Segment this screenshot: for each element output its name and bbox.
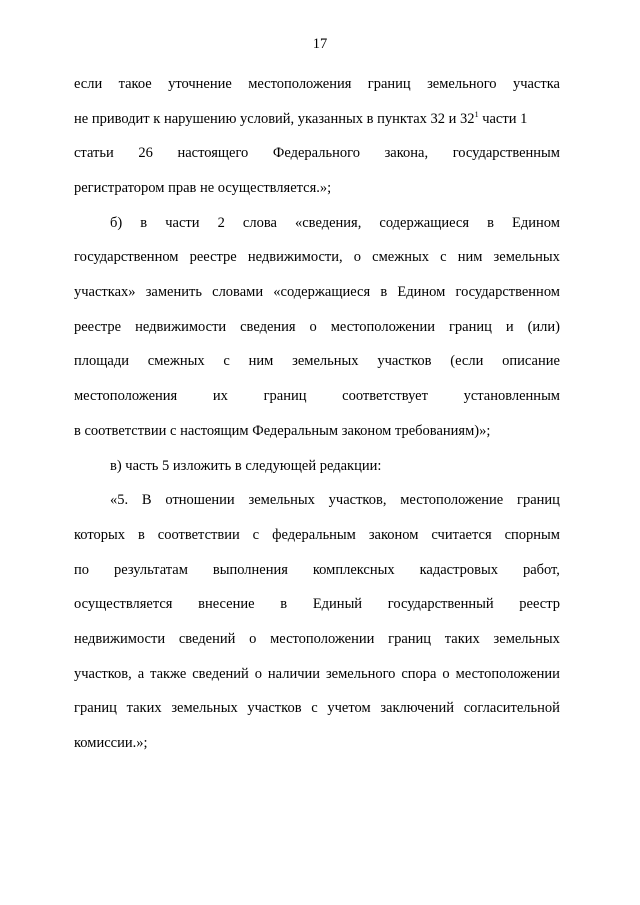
word: местоположения <box>74 388 178 404</box>
word: с <box>223 353 230 369</box>
word: по <box>74 562 90 578</box>
word: местоположении <box>270 631 375 647</box>
word: участках» <box>74 284 136 300</box>
text-line-3 <box>74 142 560 164</box>
word: участков, <box>328 492 387 508</box>
word: о <box>442 666 450 682</box>
word: комплексных <box>312 562 395 578</box>
word: которых <box>74 527 126 543</box>
word: согласительной <box>463 700 560 716</box>
word: государственном <box>74 249 179 265</box>
word: «5. <box>110 492 129 508</box>
word: реестре <box>74 319 122 335</box>
word: границ <box>448 319 492 335</box>
page-number: 17 <box>312 36 328 52</box>
word: участков, <box>74 666 132 682</box>
word: таких <box>444 631 480 647</box>
word: установленным <box>463 388 560 404</box>
word: недвижимости <box>135 319 227 335</box>
text-line-12: в) часть 5 изложить в следующей редакции: <box>110 458 382 474</box>
word: работ, <box>522 562 560 578</box>
word: о <box>309 319 317 335</box>
text-line-17 <box>74 628 560 650</box>
word: заключений <box>380 700 455 716</box>
text-line-6 <box>74 246 560 268</box>
word: закона, <box>384 145 429 161</box>
word: кадастровых <box>419 562 498 578</box>
word: реестр <box>519 596 560 612</box>
word: участков <box>377 353 432 369</box>
word: в <box>380 284 388 300</box>
word: государственным <box>452 145 560 161</box>
word: местоположении <box>330 319 436 335</box>
word: сведений <box>192 666 249 682</box>
word: земельных <box>248 492 315 508</box>
word: Федерального <box>272 145 360 161</box>
word: реестре <box>189 249 237 265</box>
word: земельного <box>325 666 396 682</box>
text-line-15 <box>74 559 560 581</box>
text-line-19 <box>74 697 560 719</box>
word: смежных <box>147 353 205 369</box>
superscript-mark: 1 <box>474 110 479 119</box>
word: о <box>254 666 262 682</box>
word: слова <box>242 215 277 231</box>
text-line-1 <box>74 73 560 95</box>
word: участков <box>247 700 302 716</box>
text-line-11: в соответствии с настоящим Федеральным законом требованиям)»; <box>74 423 491 439</box>
word: результатам <box>113 562 188 578</box>
word: «содержащиеся <box>273 284 371 300</box>
word: земельных <box>171 700 238 716</box>
word: границ <box>263 388 307 404</box>
word: соответствует <box>342 388 428 404</box>
word: отношении <box>165 492 235 508</box>
word: внесение <box>198 596 255 612</box>
word: соответствии <box>157 527 240 543</box>
word: уточнение <box>168 76 232 92</box>
word: в <box>280 596 288 612</box>
word: недвижимости, <box>247 249 343 265</box>
word: с <box>440 249 447 265</box>
word: части <box>165 215 200 231</box>
word: о <box>249 631 257 647</box>
text-line-20: комиссии.»; <box>74 735 148 751</box>
text-line-2 <box>74 108 560 130</box>
text-line-2-tail: части 1 <box>482 111 528 127</box>
word: таких <box>126 700 162 716</box>
text-line-8 <box>74 316 560 338</box>
word: (если <box>450 353 484 369</box>
word: статьи <box>74 145 114 161</box>
text-line-4: регистратором прав не осуществляется.»; <box>74 180 332 196</box>
text-line-14 <box>74 524 560 546</box>
word: В <box>141 492 152 508</box>
text-line-5 <box>110 212 560 234</box>
word: сведений <box>178 631 236 647</box>
word: Едином <box>512 215 560 231</box>
word: земельных <box>292 353 359 369</box>
word: границ <box>388 631 432 647</box>
word: местоположении <box>455 666 560 682</box>
word: в <box>140 215 148 231</box>
word: Едином <box>397 284 446 300</box>
word: площади <box>74 353 129 369</box>
word: выполнения <box>212 562 288 578</box>
word: осуществляется <box>74 596 173 612</box>
text-line-13 <box>110 489 560 511</box>
word: границ <box>517 492 560 508</box>
text-line-2-main: не приводит к нарушению условий, указанных в пунктах 32 и 32 <box>74 111 475 127</box>
word: наличии <box>267 666 321 682</box>
word: государственном <box>455 284 560 300</box>
word: (или) <box>527 319 560 335</box>
text-line-18 <box>74 663 560 685</box>
word: земельных <box>493 249 560 265</box>
word: словами <box>212 284 264 300</box>
word: 2 <box>217 215 225 231</box>
word: с <box>311 700 318 716</box>
word: учетом <box>327 700 371 716</box>
word: участка <box>512 76 560 92</box>
word: б) <box>110 215 123 231</box>
word: «сведения, <box>295 215 362 231</box>
word: границ <box>74 700 117 716</box>
word: местоположения <box>248 76 352 92</box>
word: описание <box>502 353 560 369</box>
word: заменить <box>145 284 202 300</box>
word: местоположение <box>400 492 504 508</box>
word: федеральным <box>272 527 356 543</box>
word: также <box>150 666 187 682</box>
text-line-7 <box>74 281 560 303</box>
word: с <box>252 527 260 543</box>
word: содержащиеся <box>379 215 470 231</box>
word: ним <box>248 353 274 369</box>
word: Единый <box>312 596 363 612</box>
word: спора <box>401 666 437 682</box>
word: недвижимости <box>74 631 166 647</box>
word: настоящего <box>177 145 249 161</box>
word: 26 <box>138 145 153 161</box>
word: такое <box>118 76 152 92</box>
text-line-10 <box>74 385 560 407</box>
word: в <box>487 215 494 231</box>
word: границ <box>367 76 411 92</box>
word: их <box>212 388 228 404</box>
word: земельного <box>427 76 497 92</box>
text-line-9 <box>74 350 560 372</box>
word: спорным <box>504 527 560 543</box>
word: ним <box>457 249 483 265</box>
word: если <box>74 76 103 92</box>
word: а <box>137 666 145 682</box>
word: законом <box>368 527 419 543</box>
word: смежных <box>372 249 429 265</box>
word: государственный <box>387 596 494 612</box>
word: считается <box>431 527 492 543</box>
word: и <box>505 319 514 335</box>
word: в <box>137 527 145 543</box>
text-line-16 <box>74 593 560 615</box>
word: сведения <box>240 319 296 335</box>
word: земельных <box>493 631 560 647</box>
word: о <box>353 249 361 265</box>
